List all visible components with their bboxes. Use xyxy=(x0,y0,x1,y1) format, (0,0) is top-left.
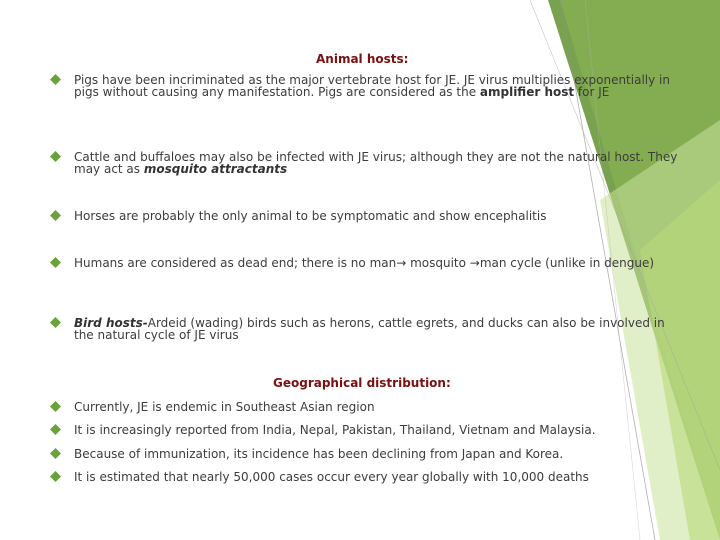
animal-host-item-pigs: Pigs have been incriminated as the major vertebrate host for JE. JE virus multiplies exponentially in pigs without causing any manifestation. Pigs are considered as the amplifier host for JE xyxy=(74,73,670,99)
diamond-bullet-icon xyxy=(50,448,61,459)
geo-item-endemic: Currently, JE is endemic in Southeast Asian region xyxy=(74,400,375,414)
animal-host-item-cattle: Cattle and buffaloes may also be infected with JE virus; although they are not the natural host. They may act as mosquito attractants xyxy=(74,150,678,176)
geo-item-cases: It is estimated that nearly 50,000 cases occur every year globally with 10,000 deaths xyxy=(74,470,589,484)
diamond-bullet-icon xyxy=(50,257,61,268)
heading-animal-hosts: Animal hosts: xyxy=(316,52,409,66)
animal-host-item-birds: Bird hosts-Ardeid (wading) birds such as herons, cattle egrets, and ducks can also be involved in the natural cycle of JE virus xyxy=(74,316,665,342)
geo-item-countries: It is increasingly reported from India, Nepal, Pakistan, Thailand, Vietnam and Malaysia. xyxy=(74,423,596,437)
animal-host-item-horses: Horses are probably the only animal to be symptomatic and show encephalitis xyxy=(74,209,547,223)
geo-item-immunization: Because of immunization, its incidence has been declining from Japan and Korea. xyxy=(74,447,564,461)
diamond-bullet-icon xyxy=(50,401,61,412)
diamond-bullet-icon xyxy=(50,151,61,162)
animal-host-item-humans: Humans are considered as dead end; there is no man→ mosquito →man cycle (unlike in dengue) xyxy=(74,256,655,270)
diamond-bullet-icon xyxy=(50,471,61,482)
diamond-bullet-icon xyxy=(50,210,61,221)
diamond-bullet-icon xyxy=(50,74,61,85)
diamond-bullet-icon xyxy=(50,424,61,435)
diamond-bullet-icon xyxy=(50,317,61,328)
heading-geographical-distribution: Geographical distribution: xyxy=(273,376,451,390)
